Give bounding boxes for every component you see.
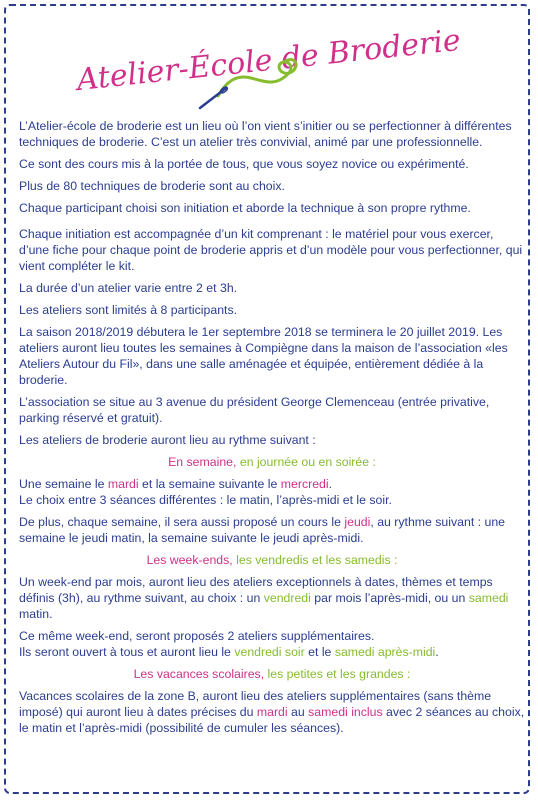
intro-paragraph: Chaque participant choisi son initiation et aborde la technique à son propre rythme. xyxy=(19,201,471,215)
detail-paragraph: La durée d’un atelier varie entre 2 et 3h. xyxy=(19,281,238,295)
semaine-paragraph: De plus, chaque semaine, il sera aussi proposé un cours le jeudi, au rythme suivant : une semaine le jeudi matin, la semaine suivante le jeudi après-midi. xyxy=(19,515,506,545)
section-heading-semaine: En semaine, en journée ou en soirée : xyxy=(168,455,376,469)
intro-paragraph: Ce sont des cours mis à la portée de tous, que vous soyez novice ou expérimenté. xyxy=(19,157,469,171)
section-heading-vacances: Les vacances scolaires, les petites et les grandes : xyxy=(133,667,411,681)
detail-paragraph: L’association se situe au 3 avenue du président George Clemenceau (entrée privative, parking réservé et gratuit). xyxy=(19,395,490,425)
detail-paragraph: La saison 2018/2019 débutera le 1er septembre 2018 se terminera le 20 juillet 2019. Les ateliers auront lieu toutes les semaines à Compiègne dans la maison de l’association «les Ateliers Autour du Fil», dans une salle aménagée et équipée, entièrement dédiée à la broderie. xyxy=(19,325,508,387)
weekend-paragraph: Ils seront ouvert à tous et auront lieu le vendredi soir et le samedi après-midi. xyxy=(19,645,439,659)
semaine-paragraph: Le choix entre 3 séances différentes : le matin, l’après-midi et le soir. xyxy=(19,493,392,507)
section-heading-weekend: Les week-ends, les vendredis et les samedis : xyxy=(146,553,398,567)
body-text xyxy=(19,118,525,742)
intro-paragraph: L’Atelier-école de broderie est un lieu où l’on vient s’initier ou se perfectionner à différentes techniques de broderie. C’est un atelier très convivial, animé par une professionnelle. xyxy=(19,119,512,149)
weekend-paragraph: Ce même week-end, seront proposés 2 ateliers supplémentaires. xyxy=(19,629,375,643)
vacances-paragraph: Vacances scolaires de la zone B, auront lieu des ateliers supplémentaires (sans thème imposé) qui auront lieu à dates précises du mardi au samedi inclus avec 2 séances au choix, le matin et l’après-midi (possibilité de cumuler les séances). xyxy=(19,689,525,735)
needle-thread-heart-icon xyxy=(196,52,316,112)
detail-paragraph: Chaque initiation est accompagnée d’un kit comprenant : le matériel pour vous exercer, d’une fiche pour chaque point de broderie appris et d’un modèle pour vous perfectionner, qui vient compléter le kit. xyxy=(19,227,523,273)
detail-paragraph: Les ateliers sont limités à 8 participants. xyxy=(19,303,238,317)
intro-paragraph: Plus de 80 techniques de broderie sont au choix. xyxy=(19,179,285,193)
detail-paragraph: Les ateliers de broderie auront lieu au rythme suivant : xyxy=(19,433,316,447)
weekend-paragraph: Un week-end par mois, auront lieu des ateliers exceptionnels à dates, thèmes et temps définis (3h), au rythme suivant, au choix : un vendredi par mois l’après-midi, ou un samedi matin. xyxy=(19,575,509,621)
semaine-paragraph: Une semaine le mardi et la semaine suivante le mercredi. xyxy=(19,477,333,491)
title-text: Atelier-École de Broderie xyxy=(75,22,463,99)
